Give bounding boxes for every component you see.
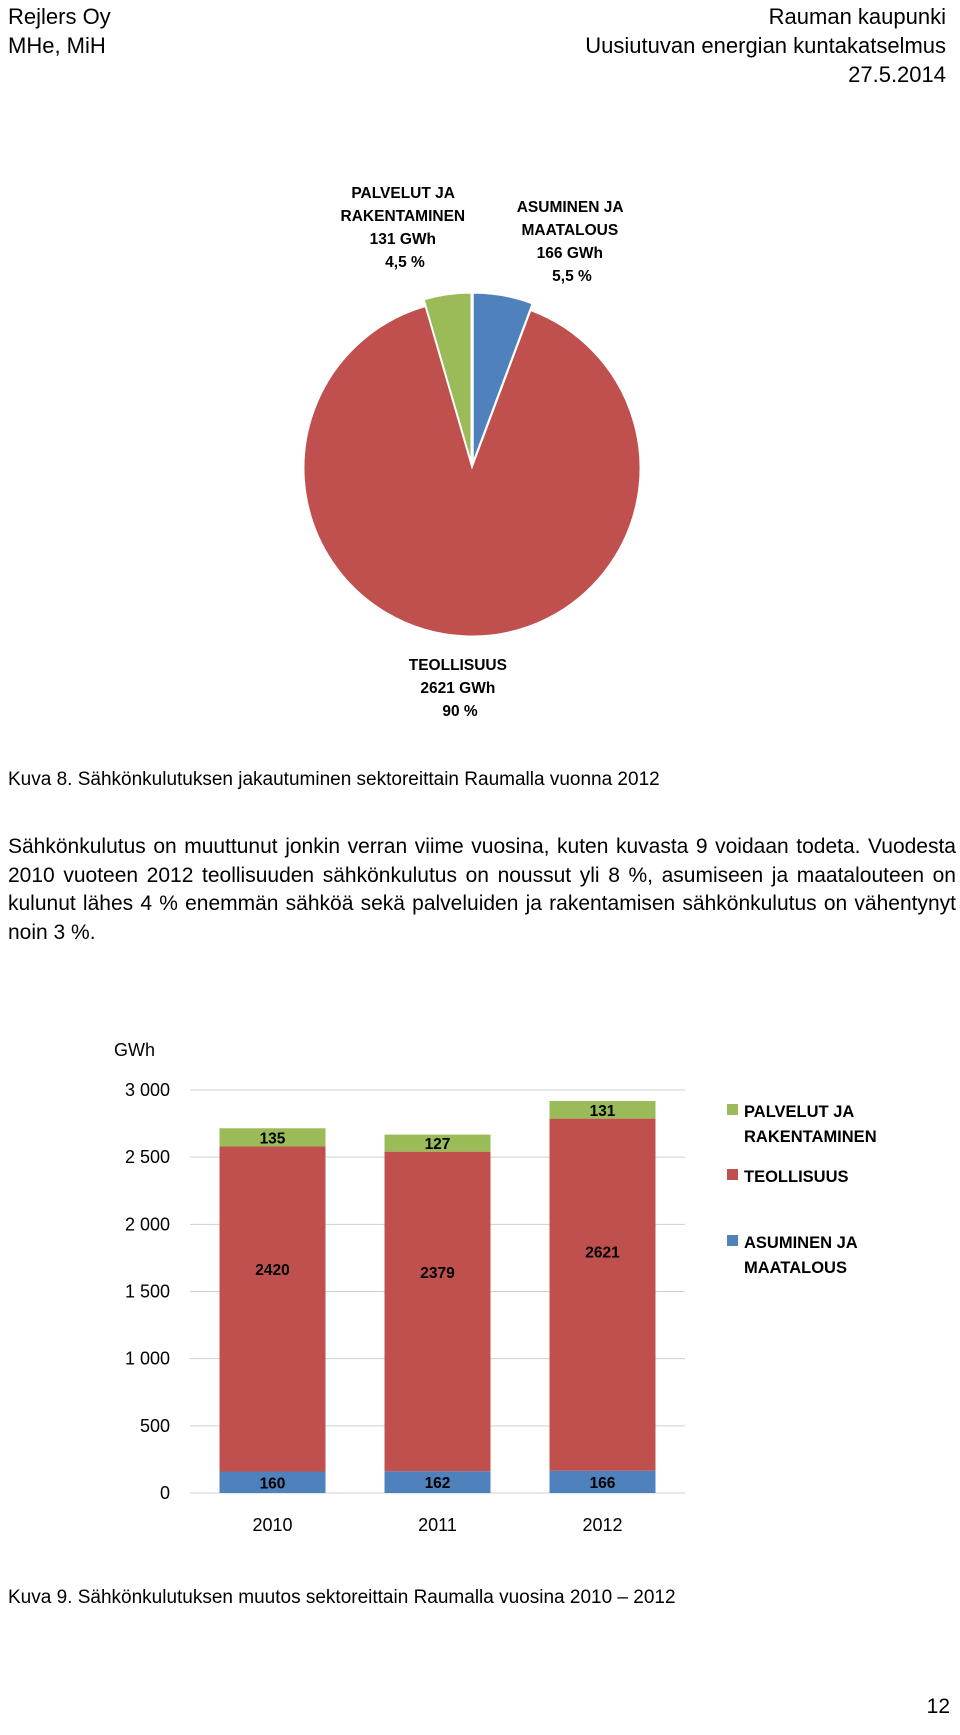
client-name: Rauman kaupunki	[768, 4, 946, 29]
document-date: 27.5.2014	[848, 62, 946, 87]
y-tick-label: 2 000	[124, 1214, 170, 1235]
figure-caption-9: Kuva 9. Sähkönkulutuksen muutos sektoreittain Raumalla vuosina 2010 – 2012	[8, 1587, 676, 1608]
bar-data-label: 166	[589, 1474, 616, 1492]
pie-label-palvelut: PALVELUT JA RAKENTAMINEN 131 GWh 4,5 %	[340, 185, 466, 271]
figure-caption-8: Kuva 8. Sähkönkulutuksen jakautuminen sektoreittain Raumalla vuonna 2012	[8, 769, 660, 790]
document-title: Uusiutuvan energian kuntakatselmus	[585, 33, 946, 58]
legend-swatch	[727, 1169, 738, 1180]
y-tick-label: 500	[139, 1415, 170, 1436]
y-tick-label: 2 500	[124, 1147, 170, 1168]
pie-slice-teollisuus	[304, 307, 640, 636]
pie-chart	[0, 0, 960, 740]
legend-label: PALVELUT JA RAKENTAMINEN	[744, 1103, 877, 1146]
body-paragraph: Sähkönkulutus on muuttunut jonkin verran viime vuosina, kuten kuvasta 9 voidaan todeta. Vuodesta 2010 vuoteen 2012 teollisuuden sähkönkulutus on noussut yli 8 %, asumiseen ja maatalouteen on kulunut lähes 4 % enemmän sähköä sekä palveluiden ja rakentamisen sähkönkulutus on vähentynyt noin 3 %.	[8, 835, 956, 944]
bar-data-label: 135	[259, 1130, 286, 1148]
legend-swatch	[727, 1104, 738, 1115]
legend-label: ASUMINEN JA MAATALOUS	[744, 1234, 858, 1277]
bar-data-label: 127	[424, 1136, 451, 1154]
authors: MHe, MiH	[8, 33, 106, 58]
y-axis-unit: GWh	[114, 1040, 156, 1060]
x-tick-label: 2010	[252, 1515, 293, 1535]
y-tick-label: 3 000	[124, 1080, 170, 1100]
bar-segment	[550, 1119, 656, 1471]
bar-data-label: 2379	[420, 1265, 455, 1283]
y-tick-label: 0	[159, 1483, 170, 1503]
bar-data-label: 2420	[255, 1261, 290, 1279]
pie-label-teollisuus: TEOLLISUUS 2621 GWh 90 %	[408, 657, 507, 720]
legend-label: TEOLLISUUS	[744, 1168, 849, 1186]
bar-data-label: 131	[589, 1102, 616, 1120]
x-tick-label: 2011	[418, 1515, 457, 1535]
bar-data-label: 162	[424, 1475, 451, 1493]
x-tick-label: 2012	[582, 1515, 623, 1535]
page-number: 12	[926, 1695, 950, 1718]
company-name: Rejlers Oy	[8, 4, 111, 29]
pie-label-asuminen: ASUMINEN JA MAATALOUS 166 GWh 5,5 %	[516, 199, 623, 285]
bar-data-label: 2621	[585, 1244, 620, 1262]
legend-swatch	[727, 1235, 738, 1246]
bar-data-label: 160	[259, 1475, 286, 1493]
bar-segment	[385, 1152, 491, 1472]
y-tick-label: 1 500	[124, 1281, 170, 1302]
stacked-bar-chart	[0, 1030, 960, 1550]
y-tick-label: 1 000	[124, 1348, 170, 1369]
bar-segment	[220, 1146, 326, 1471]
